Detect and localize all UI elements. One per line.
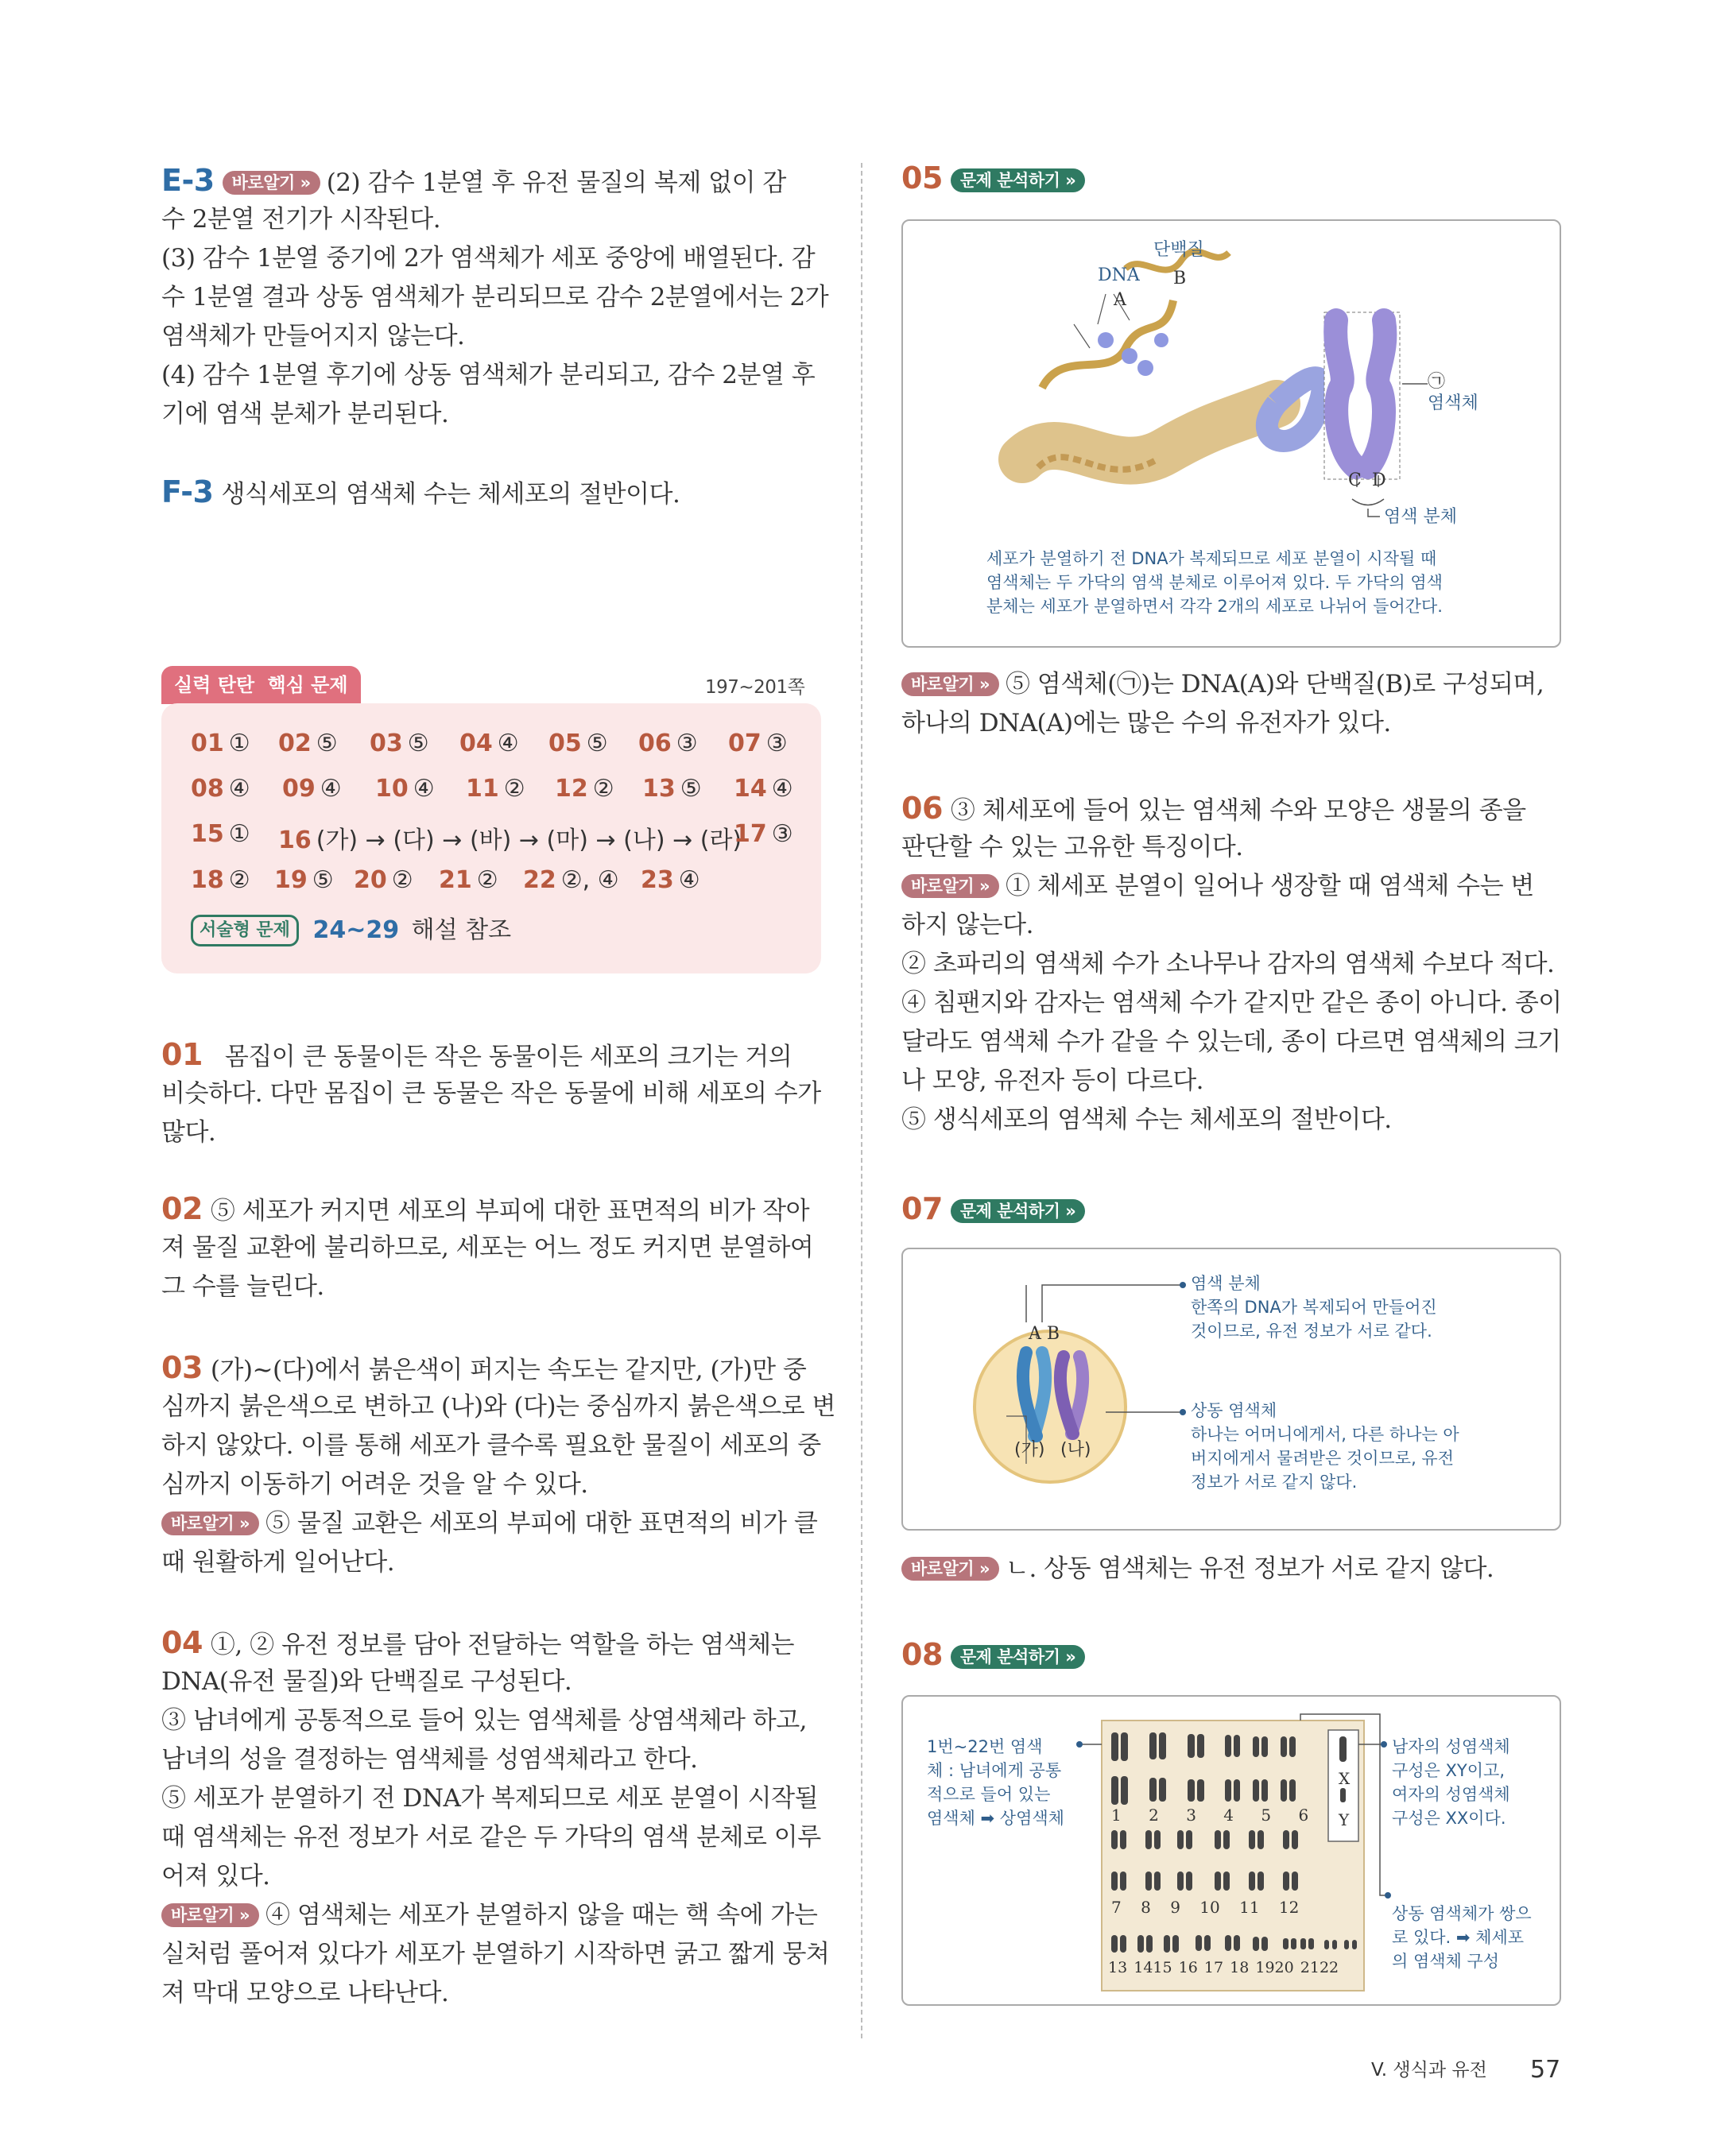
chromatid-note: 염색 분체 한쪽의 DNA가 복제되어 만들어진 것이므로, 유전 정보가 서로 같다. (1191, 1274, 1437, 1341)
text-line: ㄴ. 상동 염색체는 유전 정보가 서로 같지 않다. (1006, 1554, 1494, 1583)
fig-caption: 세포가 분열하기 전 DNA가 복제되므로 세포 분열이 시작될 때 염색체는 두 가닥의 염색 분체로 이루어져 있다. 두 가닥의 염색 분체는 세포가 분열하면서 각각 2개의 세포로 나뉘어 들어간다. (986, 549, 1443, 616)
label-a: A (1114, 290, 1126, 310)
q06-answer: 06 ③ 체세포에 들어 있는 염색체 수와 모양은 생물의 종을 (901, 791, 1526, 826)
q04-number: 04 (161, 1625, 203, 1660)
correction-badge: 바로알기 » (161, 1512, 259, 1535)
correction-badge: 바로알기 » (901, 672, 999, 696)
text-line: 실처럼 풀어져 있다가 세포가 분열하기 시작하면 굵고 짧게 뭉쳐 (161, 1940, 830, 1968)
q06-number: 06 (901, 791, 943, 826)
text-line: 기에 염색 분체가 분리된다. (161, 400, 449, 428)
label-b: B (1173, 269, 1187, 288)
q03-number: 03 (161, 1350, 203, 1385)
text-line: ④ 침팬지와 감자는 염색체 수가 같지만 같은 종이 아니다. 종이 (901, 989, 1562, 1017)
circle-label: ㉠ (1428, 372, 1446, 392)
tab-label: 실력 탄탄 (174, 674, 255, 696)
q01-number: 01 (161, 1037, 203, 1072)
core-problem-tab (161, 666, 361, 704)
q02-answer: 02 ⑤ 세포가 커지면 세포의 부피에 대한 표면적의 비가 작아 (161, 1191, 810, 1226)
text-line: 달라도 염색체 수가 같을 수 있는데, 종이 다르면 염색체의 크기 (901, 1028, 1561, 1056)
text-line: ① 체세포 분열이 일어나 생장할 때 염색체 수는 변 (1006, 872, 1534, 900)
text-line: 염색체가 만들어지지 않는다. (161, 322, 465, 350)
text-line: (4) 감수 1분열 후기에 상동 염색체가 분리되고, 감수 2분열 후 (161, 361, 816, 389)
text-line: ③ 남녀에게 공통적으로 들어 있는 염색체를 상염색체라 하고, (161, 1706, 808, 1735)
text-line: ④ 염색체는 세포가 분열하지 않을 때는 핵 속에 가는 (265, 1901, 818, 1930)
text-line: ⑤ 물질 교환은 세포의 부피에 대한 표면적의 비가 클 (265, 1509, 818, 1538)
text-line: ⑤ 세포가 분열하기 전 DNA가 복제되므로 세포 분열이 시작될 (161, 1784, 819, 1813)
text-line: 심까지 붉은색으로 변하고 (나)와 (다)는 중심까지 붉은색으로 변 (161, 1392, 836, 1421)
text-line: 져 물질 교환에 불리하므로, 세포는 어느 정도 커지면 분열하여 (161, 1233, 814, 1262)
text-line: 때 염색체는 유전 정보가 서로 같은 두 가닥의 염색 분체로 이루 (161, 1823, 821, 1852)
q05-number: 05 (901, 161, 943, 195)
correction-badge: 바로알기 » (901, 1557, 999, 1581)
e3-number: E-3 (161, 163, 215, 198)
chromatid-label: 염색 분체 (1384, 507, 1458, 527)
f3-answer (161, 473, 680, 514)
protein-label: 단백질 (1153, 240, 1204, 260)
chromosome-numbers-row1: 1 2 3 4 5 6 (1111, 1806, 1309, 1825)
correction-badge: 바로알기 » (161, 1903, 259, 1927)
essay-row: 서술형 문제 24~29 해설 참조 (191, 910, 511, 946)
text-line: (3) 감수 1분열 중기에 2가 염색체가 세포 중앙에 배열된다. 감 (161, 244, 816, 273)
text-line: 하지 않는다. (901, 911, 1033, 939)
analysis-badge: 문제 분석하기 » (951, 1645, 1085, 1669)
page-number: 57 (1530, 2056, 1561, 2084)
chromosome-numbers-row2: 7 8 9 10 11 12 (1111, 1898, 1300, 1917)
text-line: 생식세포의 염색체 수는 체세포의 절반이다. (221, 480, 680, 509)
label-na: (나) (1060, 1440, 1091, 1460)
q01-answer: 01 몸집이 큰 동물이든 작은 동물이든 세포의 크기는 거의 (161, 1037, 792, 1072)
text-line: 많다. (161, 1118, 216, 1147)
text-line: 그 수를 늘린다. (161, 1272, 324, 1301)
text-line: 하나의 DNA(A)에는 많은 수의 유전자가 있다. (901, 709, 1391, 737)
essay-badge: 서술형 문제 (191, 915, 299, 946)
q03-answer: 03 (가)~(다)에서 붉은색이 퍼지는 속도는 같지만, (가)만 중 (161, 1350, 807, 1385)
text-line: 심까지 이동하기 어려운 것을 알 수 있다. (161, 1470, 588, 1499)
text-line: ⑤ 생식세포의 염색체 수는 체세포의 절반이다. (901, 1105, 1392, 1134)
label-c: C (1348, 470, 1362, 490)
text-line: (2) 감수 1분열 후 유전 물질의 복제 없이 감 (326, 168, 786, 197)
text-line: 하지 않았다. 이를 통해 세포가 클수록 필요한 물질이 세포의 중 (161, 1431, 821, 1460)
homologous-note: 상동 염색체 하나는 어머니에게서, 다른 하나는 아 버지에게서 물려받은 것이므로, 유전 정보가 서로 같지 않다. (1191, 1401, 1459, 1492)
q07-figure-box (901, 1248, 1561, 1531)
text-line: 져 막대 모양으로 나타난다. (161, 1979, 449, 2007)
label-ga: (가) (1014, 1440, 1045, 1460)
text-line: DNA(유전 물질)와 단백질로 구성된다. (161, 1667, 572, 1696)
text-line: 나 모양, 유전자 등이 다르다. (901, 1066, 1204, 1095)
dna-label: DNA (1098, 265, 1140, 285)
f3-number: F-3 (161, 474, 214, 509)
correction-badge: 바로알기 » (901, 874, 999, 898)
text-line: 때 원활하게 일어난다. (161, 1548, 395, 1577)
q07-header (901, 1190, 1091, 1231)
text-line: ② 초파리의 염색체 수가 소나무나 감자의 염색체 수보다 적다. (901, 950, 1555, 978)
text-line: 비슷하다. 다만 몸집이 큰 동물은 작은 동물에 비해 세포의 수가 (161, 1079, 821, 1108)
analysis-badge: 문제 분석하기 » (951, 168, 1085, 192)
q04-answer: 04 ①, ② 유전 정보를 담아 전달하는 역할을 하는 염색체는 (161, 1625, 794, 1660)
sex-chromosome-note: 남자의 성염색체 구성은 XY이고, 여자의 성염색체 구성은 XX이다. (1392, 1737, 1510, 1828)
text-line: 수 2분열 전기가 시작된다. (161, 205, 441, 234)
tab-label: 핵심 문제 (267, 674, 348, 696)
chromosome-numbers-row3: 13 1415 16 17 18 1920 2122 (1108, 1959, 1339, 1976)
label-ab: A B (1029, 1324, 1060, 1344)
homologous-pair-note: 상동 염색체가 쌍으 로 있다. ➡ 체세포 의 염색체 구성 (1392, 1904, 1532, 1971)
text-line: 판단할 수 있는 고유한 특징이다. (901, 833, 1243, 861)
correction-badge: 바로알기 » (223, 171, 320, 195)
column-divider (861, 163, 862, 2038)
q05-header (901, 159, 1091, 200)
q02-number: 02 (161, 1191, 203, 1226)
analysis-badge: 문제 분석하기 » (951, 1199, 1085, 1223)
q08-figure-box (901, 1695, 1561, 2006)
q08-number: 08 (901, 1637, 943, 1672)
chromosome-label: 염색체 (1428, 393, 1478, 413)
section-title: V. 생식과 유전 (1371, 2060, 1487, 2081)
label-x: X (1339, 1769, 1351, 1788)
q07-number: 07 (901, 1191, 943, 1226)
q05-figure-box (901, 219, 1561, 648)
q08-header (901, 1635, 1091, 1677)
text-line: 남녀의 성을 결정하는 염색체를 성염색체라고 한다. (161, 1745, 698, 1774)
text-line: ⑤ 염색체(㉠)는 DNA(A)와 단백질(B)로 구성되며, (1006, 670, 1544, 699)
autosome-note: 1번~22번 염색 체 : 남녀에게 공통 적으로 들어 있는 염색체 ➡ 상염색체 (927, 1737, 1064, 1828)
label-y: Y (1339, 1810, 1350, 1829)
text-line: 어져 있다. (161, 1862, 270, 1891)
page-range: 197~201쪽 (705, 677, 805, 698)
label-d: D (1372, 470, 1386, 490)
text-line: 수 1분열 결과 상동 염색체가 분리되므로 감수 2분열에서는 2가 (161, 283, 829, 312)
